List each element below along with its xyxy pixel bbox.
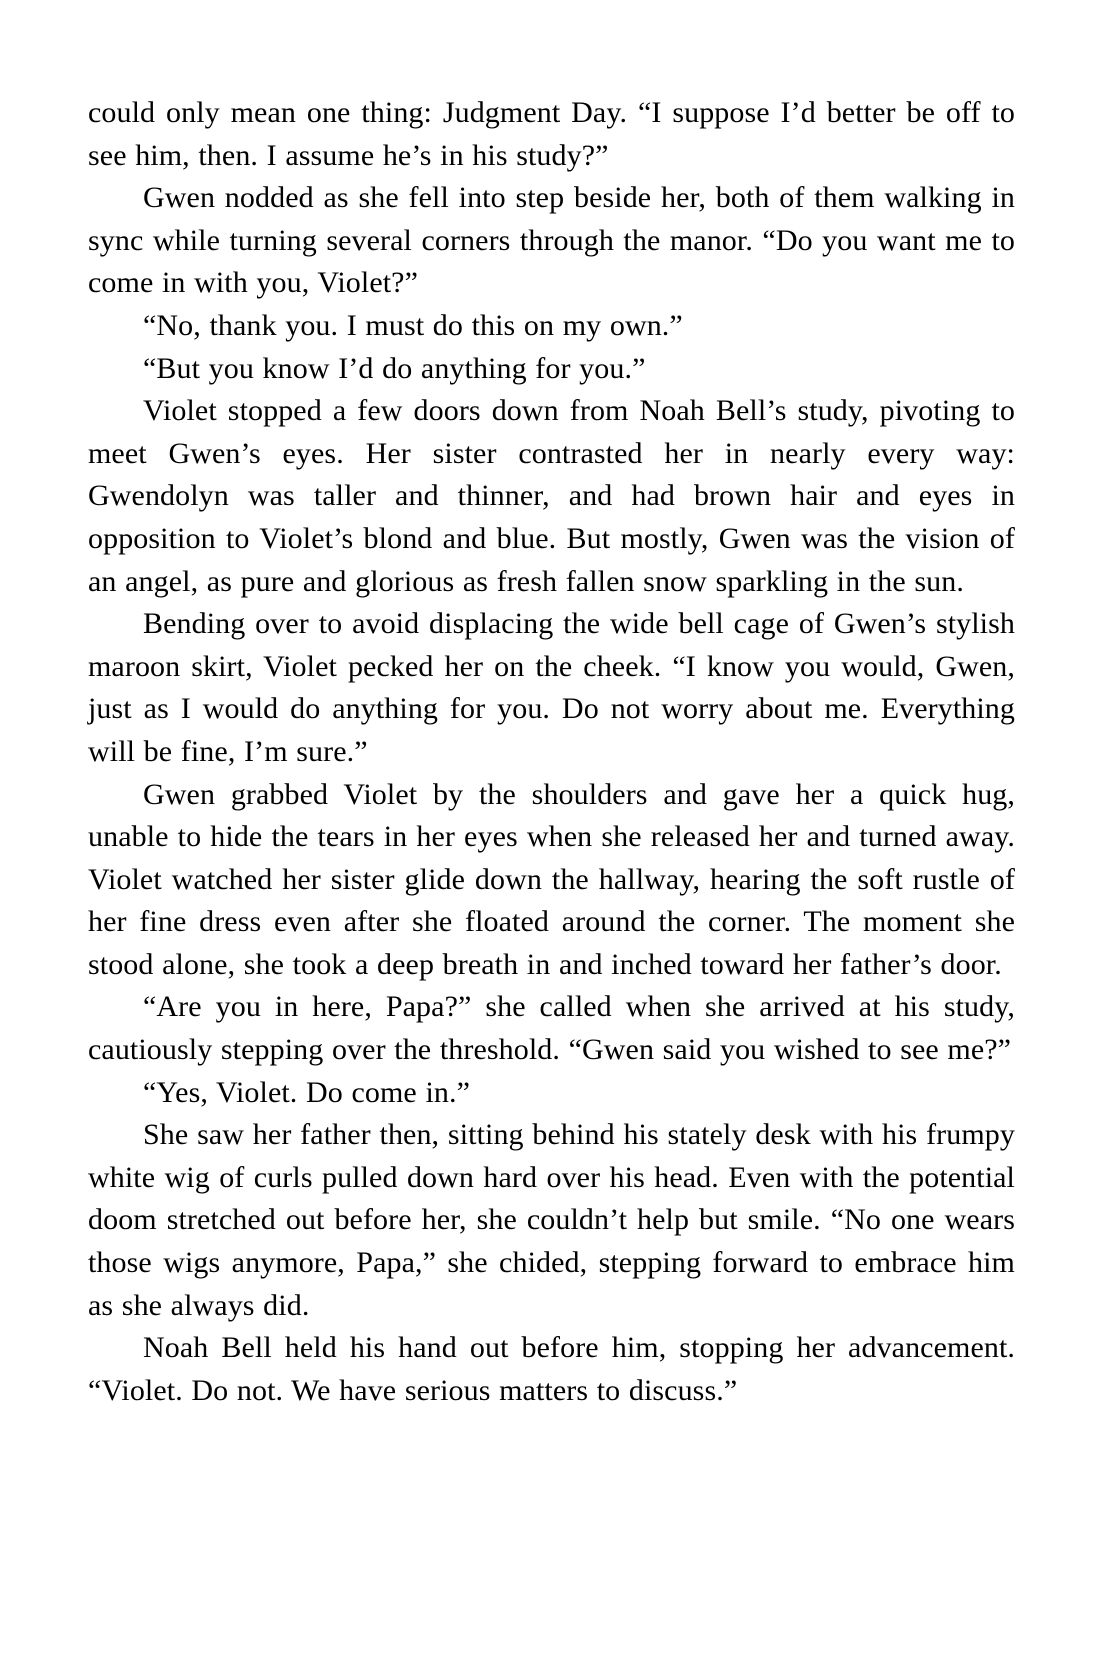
paragraph: Gwen nodded as she fell into step beside her, both of them walking in sync while turning several corners through the manor. “Do you want me to come in with you, Violet?”	[88, 181, 1015, 300]
paragraph: “Yes, Violet. Do come in.”	[143, 1075, 470, 1109]
paragraph: Bending over to avoid displacing the wide bell cage of Gwen’s stylish maroon skirt, Violet pecked her on the cheek. “I know you would, Gwen, just as I would do anything for you. Do not worry about me. Everything will be fine, I’m sure.”	[88, 607, 1015, 768]
paragraph: “No, thank you. I must do this on my own.”	[143, 308, 683, 342]
paragraph: “Are you in here, Papa?” she called when she arrived at his study, cautiously stepping over the threshold. “Gwen said you wished to see me?”	[88, 990, 1015, 1067]
paragraph: “But you know I’d do anything for you.”	[143, 351, 646, 385]
paragraph: Gwen grabbed Violet by the shoulders and gave her a quick hug, unable to hide the tears in her eyes when she released her and turned away. Violet watched her sister glide down the hallway, hearing the soft rustle of her fine dress even after she floated around the corner. The moment she stood alone, she took a deep breath in and inched toward her father’s door.	[88, 777, 1015, 981]
page-text	[88, 92, 1015, 1412]
paragraph: She saw her father then, sitting behind his stately desk with his frumpy white wig of curls pulled down hard over his head. Even with the potential doom stretched out before her, she couldn’t help but smile. “No one wears those wigs anymore, Papa,” she chided, stepping forward to embrace him as she always did.	[88, 1118, 1015, 1322]
paragraph: Violet stopped a few doors down from Noah Bell’s study, pivoting to meet Gwen’s eyes. Her sister contrasted her in nearly every way: Gwendolyn was taller and thinner, and had brown hair and eyes in opposition to Violet’s blond and blue. But mostly, Gwen was the vision of an angel, as pure and glorious as fresh fallen snow sparkling in the sun.	[88, 394, 1015, 598]
paragraph: Noah Bell held his hand out before him, stopping her advancement. “Violet. Do not. We have serious matters to discuss.”	[88, 1331, 1015, 1407]
paragraph: could only mean one thing: Judgment Day. “I suppose I’d better be off to see him, then. I assume he’s in his study?”	[88, 96, 1015, 172]
